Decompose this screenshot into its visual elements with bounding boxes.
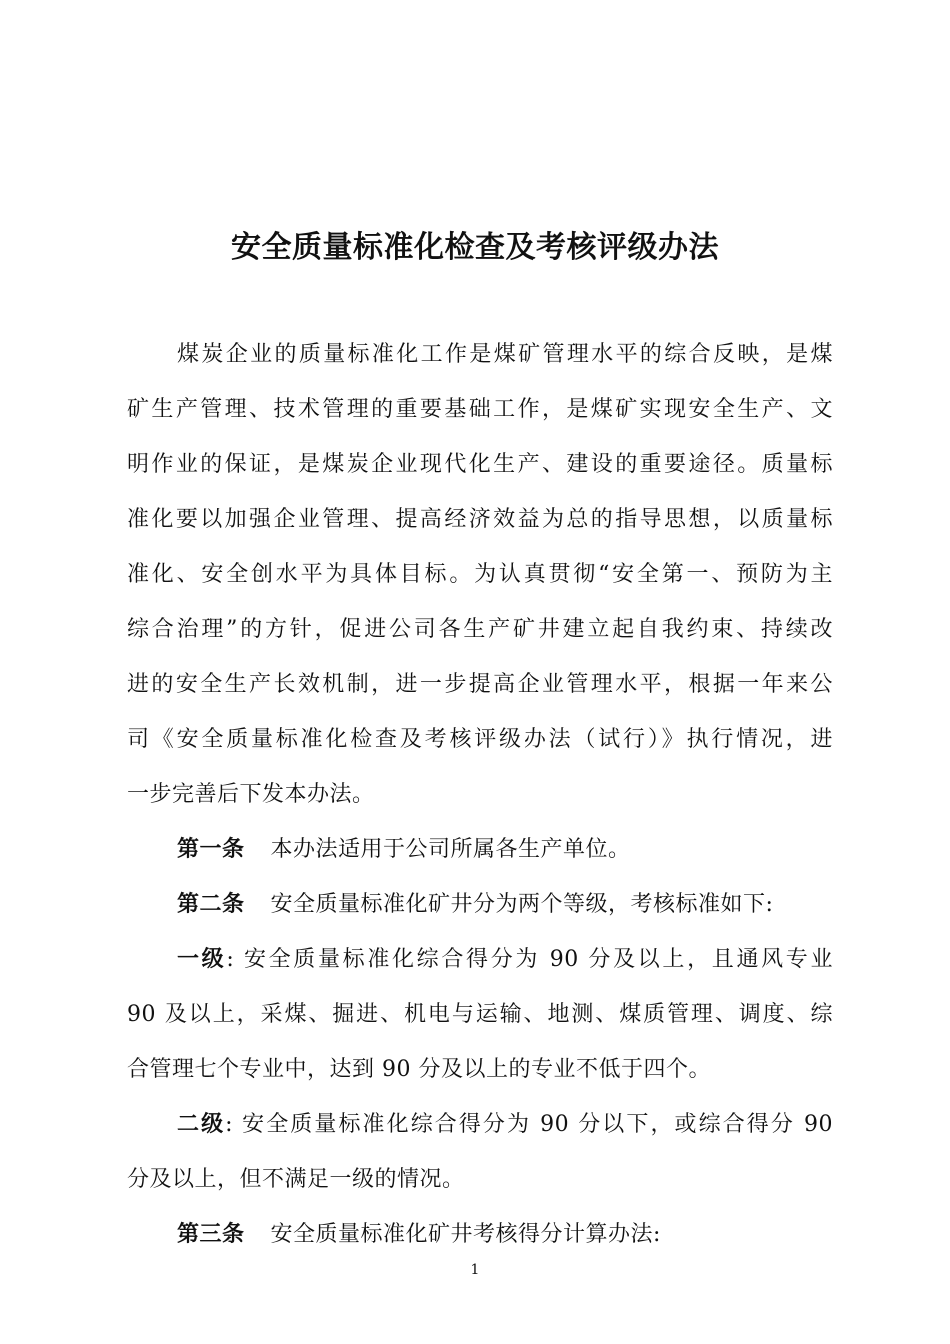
level-one-line: 合管理七个专业中，达到 90 分及以上的专业不低于四个。 xyxy=(127,1057,711,1082)
level-one-line xyxy=(127,940,833,995)
article-two-text: 安全质量标准化矿井分为两个等级，考核标准如下: xyxy=(270,892,774,917)
article-one-text: 本办法适用于公司所属各生产单位。 xyxy=(270,837,631,862)
article-two xyxy=(127,885,833,940)
intro-line: 准化要以加强企业管理、提高经济效益为总的指导思想，以质量标 xyxy=(127,507,833,532)
level-two-label: 二级 xyxy=(177,1111,226,1137)
article-three-label: 第三条 xyxy=(177,1221,245,1247)
document-title: 安全质量标准化检查及考核评级办法 xyxy=(231,230,719,265)
level-two-line: 分及以上，但不满足一级的情况。 xyxy=(127,1167,465,1192)
intro-line: 综合治理”的方针，促进公司各生产矿井建立起自我约束、持续改 xyxy=(127,617,833,642)
intro-line: 准化、安全创水平为具体目标。为认真贯彻“安全第一、预防为主 xyxy=(127,562,833,587)
article-one-label: 第一条 xyxy=(177,836,245,862)
intro-line: 一步完善后下发本办法。 xyxy=(127,782,375,807)
intro-line: 司《安全质量标准化检查及考核评级办法（试行）》执行情况，进 xyxy=(127,727,833,752)
level-one-label: 一级 xyxy=(177,946,227,972)
page-number: 1 xyxy=(470,1262,480,1278)
intro-line: 进的安全生产长效机制，进一步提高企业管理水平，根据一年来公 xyxy=(127,672,833,697)
article-one xyxy=(127,830,833,885)
level-two-line xyxy=(127,1105,833,1160)
level-one-text: : 安全质量标准化综合得分为 90 分及以上，且通风专业 xyxy=(226,947,833,972)
level-two-text: : 安全质量标准化综合得分为 90 分以下，或综合得分 90 xyxy=(225,1112,833,1137)
intro-line: 明作业的保证，是煤炭企业现代化生产、建设的重要途径。质量标 xyxy=(127,452,833,477)
article-three-text: 安全质量标准化矿井考核得分计算办法: xyxy=(270,1222,661,1247)
article-two-label: 第二条 xyxy=(177,891,245,917)
intro-line: 煤炭企业的质量标准化工作是煤矿管理水平的综合反映，是煤 xyxy=(177,342,833,367)
document-body xyxy=(127,335,833,1270)
intro-line: 矿生产管理、技术管理的重要基础工作，是煤矿实现安全生产、文 xyxy=(127,397,833,422)
level-one-line: 90 及以上，采煤、掘进、机电与运输、地测、煤质管理、调度、综 xyxy=(127,1002,833,1027)
